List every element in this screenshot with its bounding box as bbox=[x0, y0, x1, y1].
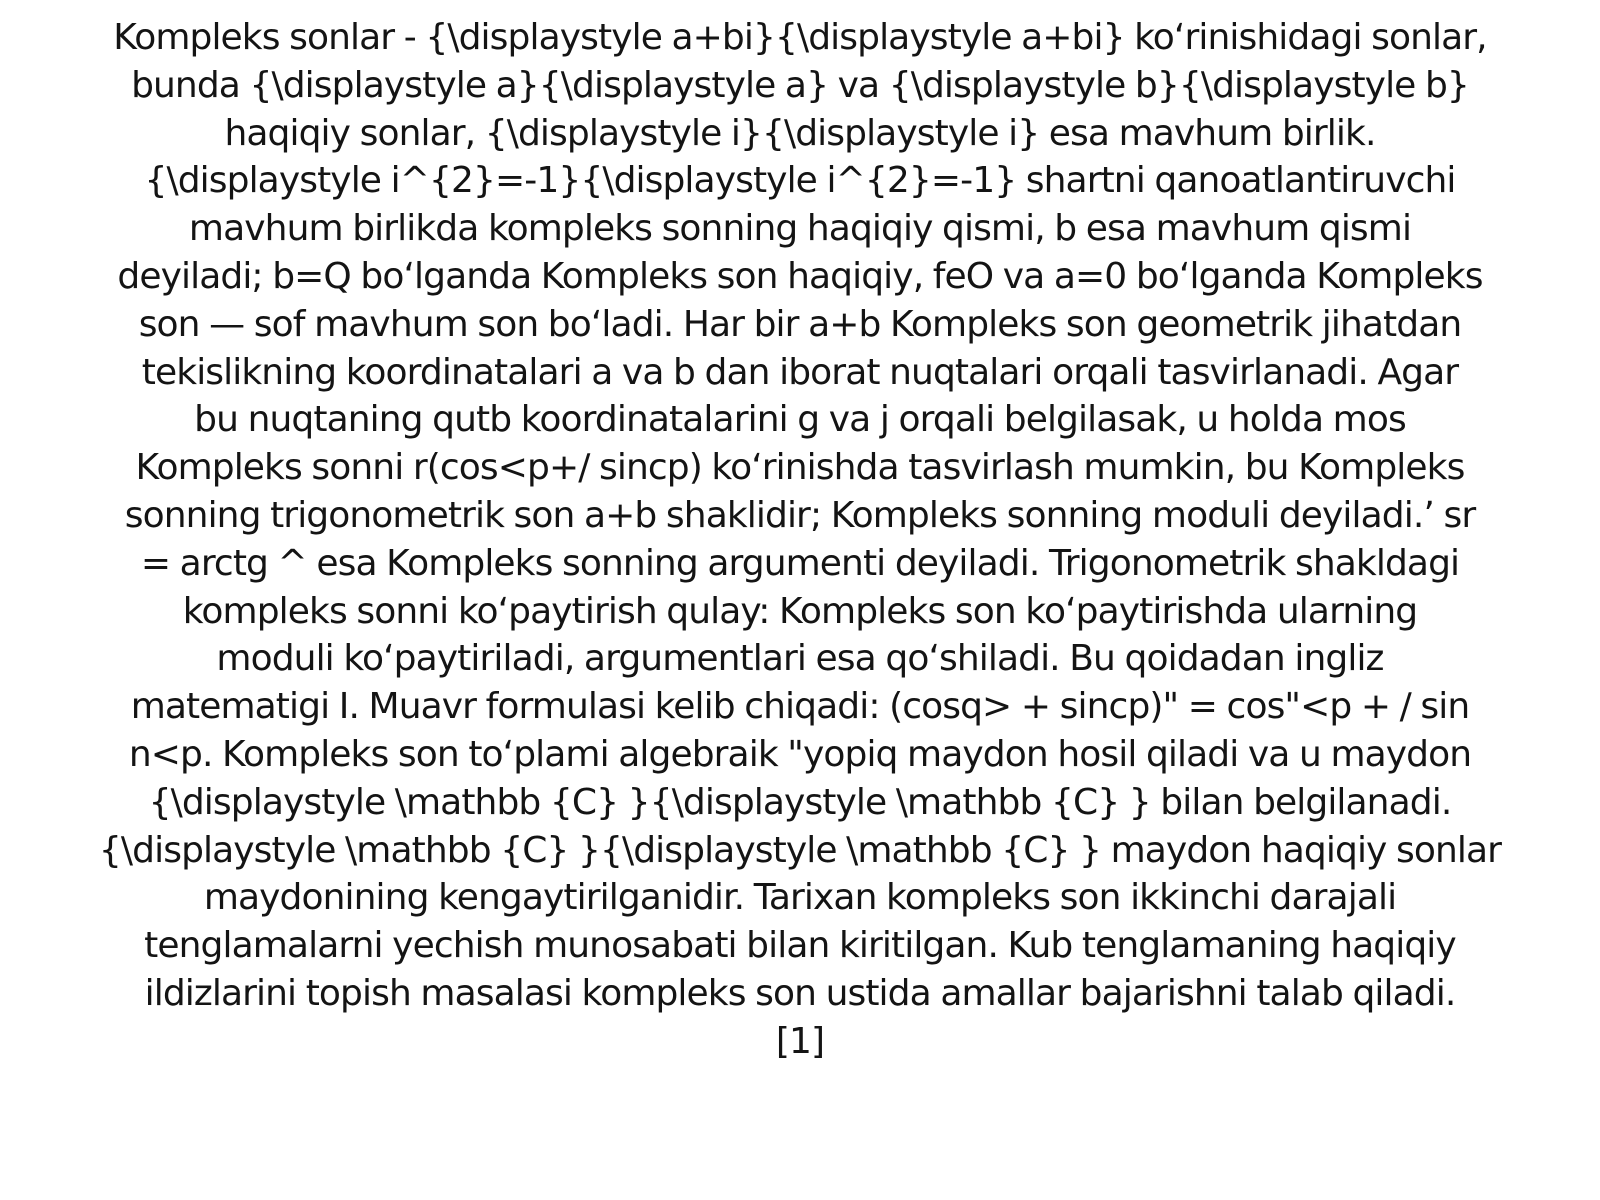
slide-content bbox=[30, 14, 1570, 1184]
citation-reference: [1] bbox=[775, 1020, 825, 1062]
text-line: {\displaystyle i^{2}=-1}{\displaystyle i^{2}=-1} shartni qanoatlantiruvchi bbox=[144, 160, 1456, 202]
text-line: mavhum birlikda kompleks sonning haqiqiy qismi, b esa mavhum qismi bbox=[188, 208, 1412, 250]
text-line: {\displaystyle \mathbb {C} }{\displaystyle \mathbb {C} } maydon haqiqiy sonlar bbox=[98, 829, 1502, 871]
text-line: {\displaystyle \mathbb {C} }{\displaystyle \mathbb {C} } bilan belgilanadi. bbox=[148, 781, 1452, 823]
text-line: ildizlarini topish masalasi kompleks son ustida amallar bajarishni talab qiladi. bbox=[144, 972, 1456, 1014]
text-line: tekislikning koordinatalari a va b dan iborat nuqtalari orqali tasvirlanadi. Agar bbox=[141, 351, 1459, 393]
text-line: bunda {\displaystyle a}{\displaystyle a} va {\displaystyle b}{\displaystyle b} bbox=[131, 64, 1469, 106]
body-paragraph bbox=[30, 14, 1570, 1066]
text-line: deyiladi; b=Q bo‘lganda Kompleks son haqiqiy, feO va a=0 bo‘lganda Kompleks bbox=[117, 255, 1483, 297]
text-line: kompleks sonni ko‘paytirish qulay: Kompleks son ko‘paytirishda ularning bbox=[182, 590, 1418, 632]
text-line: Kompleks sonni r(cos<p+/ sincp) ko‘rinishda tasvirlash mumkin, bu Kompleks bbox=[135, 447, 1465, 489]
text-line: bu nuqtaning qutb koordinatalarini g va j orqali belgilasak, u holda mos bbox=[194, 399, 1406, 441]
text-line: tenglamalarni yechish munosabati bilan kiritilgan. Kub tenglamaning haqiqiy bbox=[144, 925, 1456, 967]
text-line: matematigi I. Muavr formulasi kelib chiqadi: (cosq> + sincp)" = cos"<p + / sin bbox=[130, 686, 1470, 728]
text-line: = arctg ^ esa Kompleks sonning argumenti deyiladi. Trigonometrik shakldagi bbox=[140, 542, 1460, 584]
text-line: sonning trigonometrik son a+b shaklidir; Kompleks sonning moduli deyiladi.’ sr bbox=[124, 494, 1476, 536]
text-line: Kompleks sonlar - {\displaystyle a+bi}{\displaystyle a+bi} ko‘rinishidagi sonlar, bbox=[113, 17, 1487, 58]
text-line: n<p. Kompleks son to‘plami algebraik "yopiq maydon hosil qiladi va u maydon bbox=[128, 733, 1472, 775]
text-line: son — sof mavhum son bo‘ladi. Har bir a+b Kompleks son geometrik jihatdan bbox=[138, 303, 1462, 345]
text-line: haqiqiy sonlar, {\displaystyle i}{\displaystyle i} esa mavhum birlik. bbox=[224, 112, 1376, 154]
text-line: moduli ko‘paytiriladi, argumentlari esa qo‘shiladi. Bu qoidadan ingliz bbox=[216, 638, 1384, 680]
text-line: maydonining kengaytirilganidir. Tarixan kompleks son ikkinchi darajali bbox=[203, 877, 1397, 919]
